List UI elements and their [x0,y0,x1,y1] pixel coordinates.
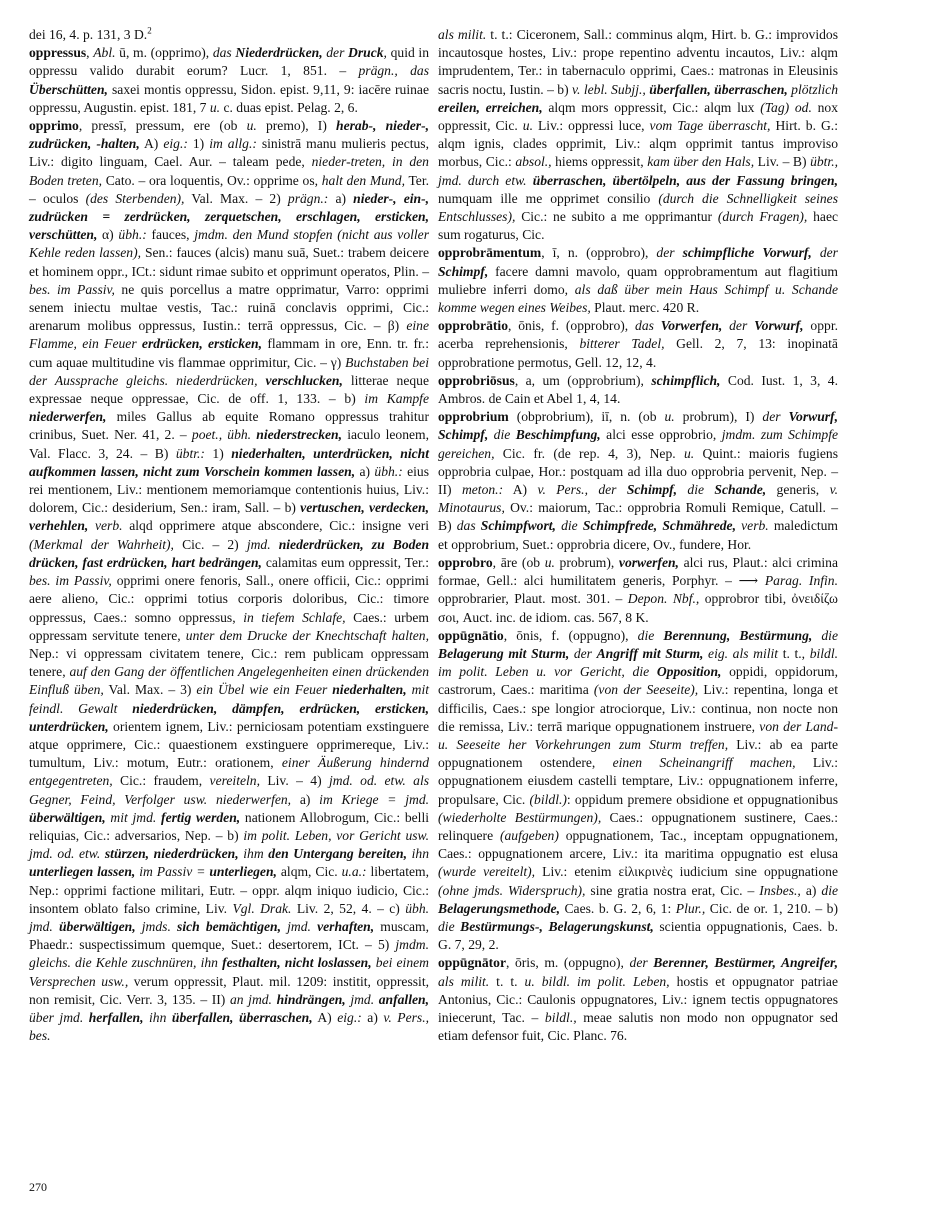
dictionary-entry: oppūgnātor, ōris, m. (oppugno), der Berenner, Bestürmer, Angreifer, als milit. t. t. u. bildl. im polit. Leben, hostis et oppugnator patriae Antonius, Cic.: Caulonis oppugnatores, Liv.: ignem tectis oppugnatores iniecerunt, Tac. – bildl., meae salutis non modo non oppugnator sed etiam defensor fuit, Cic. Planc. 76. [438,955,838,1044]
dictionary-entry: opprimo, pressī, pressum, ere (ob u. premo), I) herab-, nieder-, zudrücken, -halten, A) eig.: 1) im allg.: sinistrā manu mulieris pectus, Liv.: digito linguam, Cael. Aur. – taleam pede, nieder-treten, in den Boden treten, Cato. – ora loquentis, Ov.: opprime os, halt den Mund, Ter. – oculos (des Sterbenden), Val. Max. – 2) prägn.: a) nieder-, ein-, zudrücken = zerdrücken, zerquetschen, erschlagen, ersticken, verschütten, α) übh.: fauces, jmdm. den Mund stopfen (nicht aus voller Kehle reden lassen), Sen.: fauces (alcis) manu suā, Suet.: trabem deicere et hominem oppr., ICt.: sidunt rimae subito et opprimunt operatos, Plin. – bes. im Passiv, ne quis porcellus a matre opprimatur, Varro: opprimi senem iniectu multae vestis, Tac.: ruinā conclavis opprimi, Cic.: arenarum molibus oppressus, Iustin.: terrā oppressus, Cic. – β) eine Flamme, ein Feuer erdrücken, ersticken, flammam in ore, Enn. tr. fr.: cum aquae multitudine vis flammae opprimitur, Cic. – γ) Buchstaben bei der Aussprache gleichs. niederdrücken, verschlucken, litterae neque expressae neque oppressae, Cic. de off. 1, 133. – b) im Kampfe niederwerfen, miles Gallus ab equite Romano oppressus trahitur crinibus, Suet. Ner. 41, 2. – poet., übh. niederstrecken, iaculo leonem, Val. Flacc. 3, 24. – B) übtr.: 1) niederhalten, unterdrücken, nicht aufkommen lassen, nicht zum Vorschein kommen lassen, a) übh.: eius rei mentionem, Liv.: mentionem memoriamque contentionis huius, Liv.: dolorem, Cic.: desiderium, Sen.: iram, Sall. – b) vertuschen, verdecken, verhehlen, verb. alqd opprimere atque abscondere, Cic.: insigne veri (Merkmal der Wahrheit), Cic. – 2) jmd. niederdrücken, zu Boden drücken, fast erdrücken, hart bedrängen, calamitas eum oppressit, Ter.: bes. im Passiv, opprimi onere fenoris, Sall., onere officii, Cic.: opprimi aere alieno, Cic.: opprimi totius corporis doloribus, Cic.: timore oppressus, Caes.: somno oppressus, in tiefem Schlafe, Caes.: urbem oppressam servitute tenere, unter dem Drucke der Knechtschaft halten, Nep.: vi oppressam civitatem tenere, Cic.: rem publicam oppressam tenere, auf den Gang der öffentlichen Angelegenheiten einen drückenden Einfluß üben, Val. Max. – 3) ein Übel wie ein Feuer niederhalten, mit feindl. Gewalt niederdrücken, dämpfen, erdrücken, ersticken, unterdrücken, orientem ignem, Liv.: perniciosam potentiam exstinguere atque opprimere, Cic.: quaestionem exstinguere opprimereque, Liv.: tumultum, Liv.: motum, Eutr.: orationem, einer Äußerung hindernd entgegentreten, Cic.: fraudem, vereiteln, Liv. – 4) jmd. od. etw. als Gegner, Feind, Verfolger usw. niederwerfen, a) im Kriege = jmd. überwältigen, mit jmd. fertig werden, nationem Allobrogum, Cic.: belli reliquias, Cic.: adversarios, Nep. – b) im polit. Leben, vor Gericht usw. jmd. od. etw. stürzen, niederdrücken, ihm den Untergang bereiten, ihn unterliegen lassen, im Passiv = unterliegen, alqm, Cic. u.a.: libertatem, Nep.: opprimi factione militari, Eutr. – oppr. alqm iniquo iudicio, Cic.: insontem oblato falso crimine, Liv. Vgl. Drak. Liv. 2, 52, 4. – c) übh. jmd. überwältigen, jmds. sich bemächtigen, jmd. verhaften, muscam, Phaedr.: suspectissimum quemque, Suet.: desertorem, ICt. – 5) jmdm. gleichs. die Kehle zuschnüren, ihn festhalten, nicht loslassen, bei einem Versprechen usw., verum oppressit, Plaut. mil. 1209: institit, oppressit, non remisit, Cic. Verr. 3, 135. – II) an jmd. hindrängen, jmd. anfallen, über jmd. herfallen, ihn überfallen, überraschen, A) eig.: a) v. Pers., bes. [29,118,430,1044]
dictionary-entry: opprobro, āre (ob u. probrum), vorwerfen, alci rus, Plaut.: alci crimina formae, Gell.: alci humilitatem generis, Porphyr. – ⟶ Parag. Infin. opprobrarier, Plaut. most. 301. – Depon. Nbf., opprobror tibi, ὀνειδίζω σοι, Auct. inc. de idiom. cas. 567, 8 K. [438,554,839,625]
entry-continuation: als milit. t. t.: Ciceronem, Sall.: comminus alqm, Hirt. b. G.: improvidos incautosque hostes, Liv.: prope repentino adventu incautos, Liv.: alqm imprudentem, Ter.: in tabernaculo opprimi, Caes.: matronas in Eleusinis sacris noctu, Iustin. – b) v. lebl. Subjj., überfallen, überraschen, plötzlich ereilen, erreichen, alqm mors oppressit, Cic.: alqm lux (Tag) od. nox oppressit, Cic. u. Liv.: oppressi luce, vom Tage überrascht, Hirt. b. G.: alqm ignis, clades opprimit, Liv.: alqm opprimit tantus improviso morbus, Cic.: absol., hiems oppressit, kam über den Hals, Liv. – B) übtr., jmd. durch etw. überraschen, übertölpeln, aus der Fassung bringen, numquam ille me opprimet consilio (durch die Schnelligkeit seines Entschlusses), Cic.: ne subito a me opprimantur (durch Fragen), haec sum rogaturus, Cic. [438,27,839,243]
right-column [438,26,838,1045]
left-column [29,26,429,1045]
dictionary-entry: oppūgnātio, ōnis, f. (oppugno), die Berennung, Bestürmung, die Belagerung mit Sturm, der Angriff mit Sturm, eig. als milit t. t., bildl. im polit. Leben u. vor Gericht, die Opposition, oppidi, oppidorum, castrorum, Caes.: maritima (von der Seeseite), Liv.: repentina, longa et difficilis, Caes.: spe longior atrociorque, Liv.: continua, non nocte non die remissa, Liv.: terrā marique oppugnationem instruere, von der Land- u. Seeseite her Vorkehrungen zum Sturm treffen, Liv.: ab ea parte oppugnationem ostendere, einen Scheinangriff machen, Liv.: oppugnationem eiusdem castelli temptare, Liv.: oppugnationem inferre, propulsare, Cic. (bildl.): oppidum premere obsidione et oppugnationibus (wiederholte Bestürmungen), Caes.: oppugnationem sustinere, Caes.: relinquere (aufgeben) oppugnationem, Tac., inceptam oppugnationem, Caes.: oppugnationem arcere, Liv.: ita maritima oppugnatio est elusa (wurde vereitelt), Liv.: etenim εἰλικρινὲς iudicium sine oppugnatione (ohne jmds. Widerspruch), sine gratia nostra erat, Cic. – Insbes., a) die Belagerungsmethode, Caes. b. G. 2, 6, 1: Plur., Cic. de or. 1, 210. – b) die Bestürmungs-, Belagerungskunst, scientia oppugnationis, Caes. b. G. 7, 29, 2. [438,627,839,953]
dictionary-entry: opprobrium (obprobrium), iī, n. (ob u. probrum), I) der Vorwurf, Schimpf, die Beschimpfung, alci esse opprobrio, jmdm. zum Schimpfe gereichen, Cic. fr. (de rep. 4, 3), Nep. u. Quint.: maioris fugiens opprobria culpae, Hor.: postquam ad illa duo opprobria pervenit, Nep. – II) meton.: A) v. Pers., der Schimpf, die Schande, generis, v. Minotaurus, Ov.: maiorum, Tac.: opprobria Romuli Remique, Catull. – B) das Schimpfwort, die Schimpfrede, Schmährede, verb. maledictum et opprobrium, Suet.: opprobria dicere, Ov., fundere, Hor. [438,409,839,552]
entry-continuation: dei 16, 4. p. 131, 3 D.$^2$ [29,25,152,42]
dictionary-entry: oppressus, Abl. ū, m. (opprimo), das Niederdrücken, der Druck, quid in oppressu valido durabit eorum? Lucr. 1, 851. – prägn., das Überschütten, saxei montis oppressu, Sidon. epist. 9,11, 9: iacēre ruinae oppressu, Augustin. epist. 181, 7 u. c. duas epist. Pelag. 2, 6. [29,45,429,115]
dictionary-entry: opprobriōsus, a, um (opprobrium), schimpflich, Cod. Iust. 1, 3, 4. Ambros. de Cain et Abel 1, 4, 14. [438,372,838,407]
page-number: 270 [29,1180,47,1194]
dictionary-entry: opprobrātio, ōnis, f. (opprobro), das Vorwerfen, der Vorwurf, oppr. acerba reprehensionis, bitterer Tadel, Gell. 2, 7, 13: inopinatā opprobratione permotus, Gell. 12, 12, 4. [438,318,838,370]
dictionary-entry: opprobrāmentum, ī, n. (opprobro), der schimpfliche Vorwurf, der Schimpf, facere damni mavolo, quam opprobramentum aut flagitium muliebre inferri domo, als daß über mein Haus Schimpf u. Schande komme wegen eines Weibes, Plaut. merc. 420 R. [438,245,838,316]
